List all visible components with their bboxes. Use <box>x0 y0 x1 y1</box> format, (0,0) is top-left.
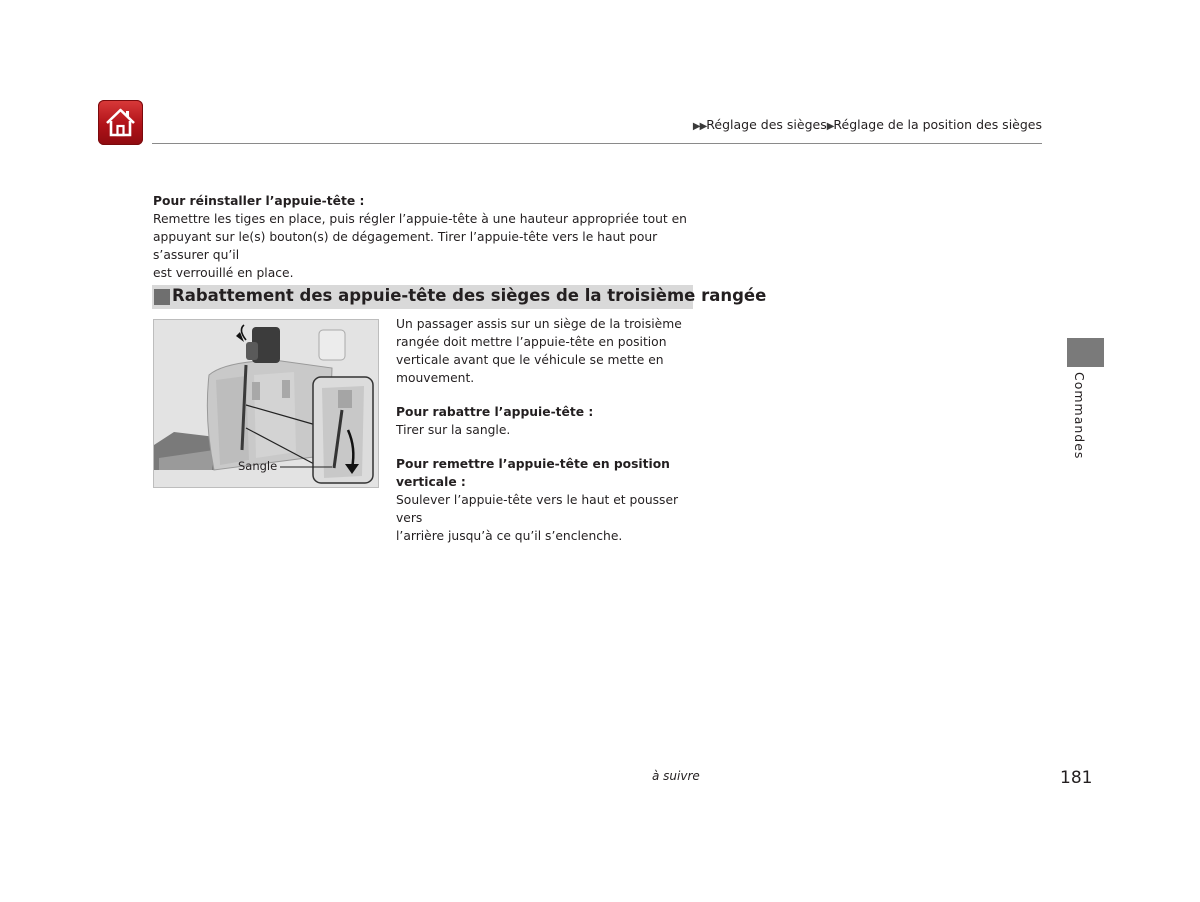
section-square-icon <box>154 289 170 305</box>
continued-note: à suivre <box>652 769 700 783</box>
breadcrumb <box>693 117 1042 132</box>
intro-text-line: rangée doit mettre l’appuie-tête en position <box>396 335 667 349</box>
description-block <box>396 315 696 545</box>
section-heading <box>152 285 767 309</box>
breadcrumb-arrow-icon: ▶▶ <box>692 121 707 132</box>
home-button[interactable] <box>98 100 143 145</box>
breadcrumb-item-seats[interactable]: Réglage des sièges <box>706 117 827 132</box>
reinstall-text-line: Remettre les tiges en place, puis régler l’appuie-tête à une hauteur appropriée tout en <box>153 212 687 226</box>
section-title: Rabattement des appuie-tête des sièges de la troisième rangée <box>172 286 767 305</box>
breadcrumb-arrow-icon: ▶ <box>826 121 834 132</box>
strap-callout-label: Sangle <box>238 459 278 473</box>
breadcrumb-item-seat-position[interactable]: Réglage de la position des sièges <box>833 117 1042 132</box>
intro-text-line: verticale avant que le véhicule se mette en <box>396 353 664 367</box>
fold-text: Tirer sur la sangle. <box>396 423 511 437</box>
chapter-tab-label[interactable]: Commandes <box>1072 372 1087 460</box>
raise-heading-line: verticale : <box>396 475 466 489</box>
raise-text-line: Soulever l’appuie-tête vers le haut et pousser vers <box>396 493 679 525</box>
home-icon <box>98 100 143 145</box>
fold-heading: Pour rabattre l’appuie-tête : <box>396 405 594 419</box>
intro-text-line: Un passager assis sur un siège de la troisième <box>396 317 682 331</box>
raise-text-line: l’arrière jusqu’à ce qu’il s’enclenche. <box>396 529 623 543</box>
header-divider <box>152 143 1042 144</box>
intro-text-line: mouvement. <box>396 371 475 385</box>
raise-heading-line: Pour remettre l’appuie-tête en position <box>396 457 670 471</box>
seat-illustration <box>153 319 379 488</box>
chapter-tab[interactable] <box>1067 338 1104 367</box>
reinstall-text-line: appuyant sur le(s) bouton(s) de dégagement. Tirer l’appuie-tête vers le haut pour s’assurer qu’il <box>153 230 658 262</box>
reinstall-block <box>153 192 713 282</box>
page-number: 181 <box>1060 768 1093 788</box>
reinstall-heading: Pour réinstaller l’appuie-tête : <box>153 194 365 208</box>
reinstall-text-line: est verrouillé en place. <box>153 266 294 280</box>
